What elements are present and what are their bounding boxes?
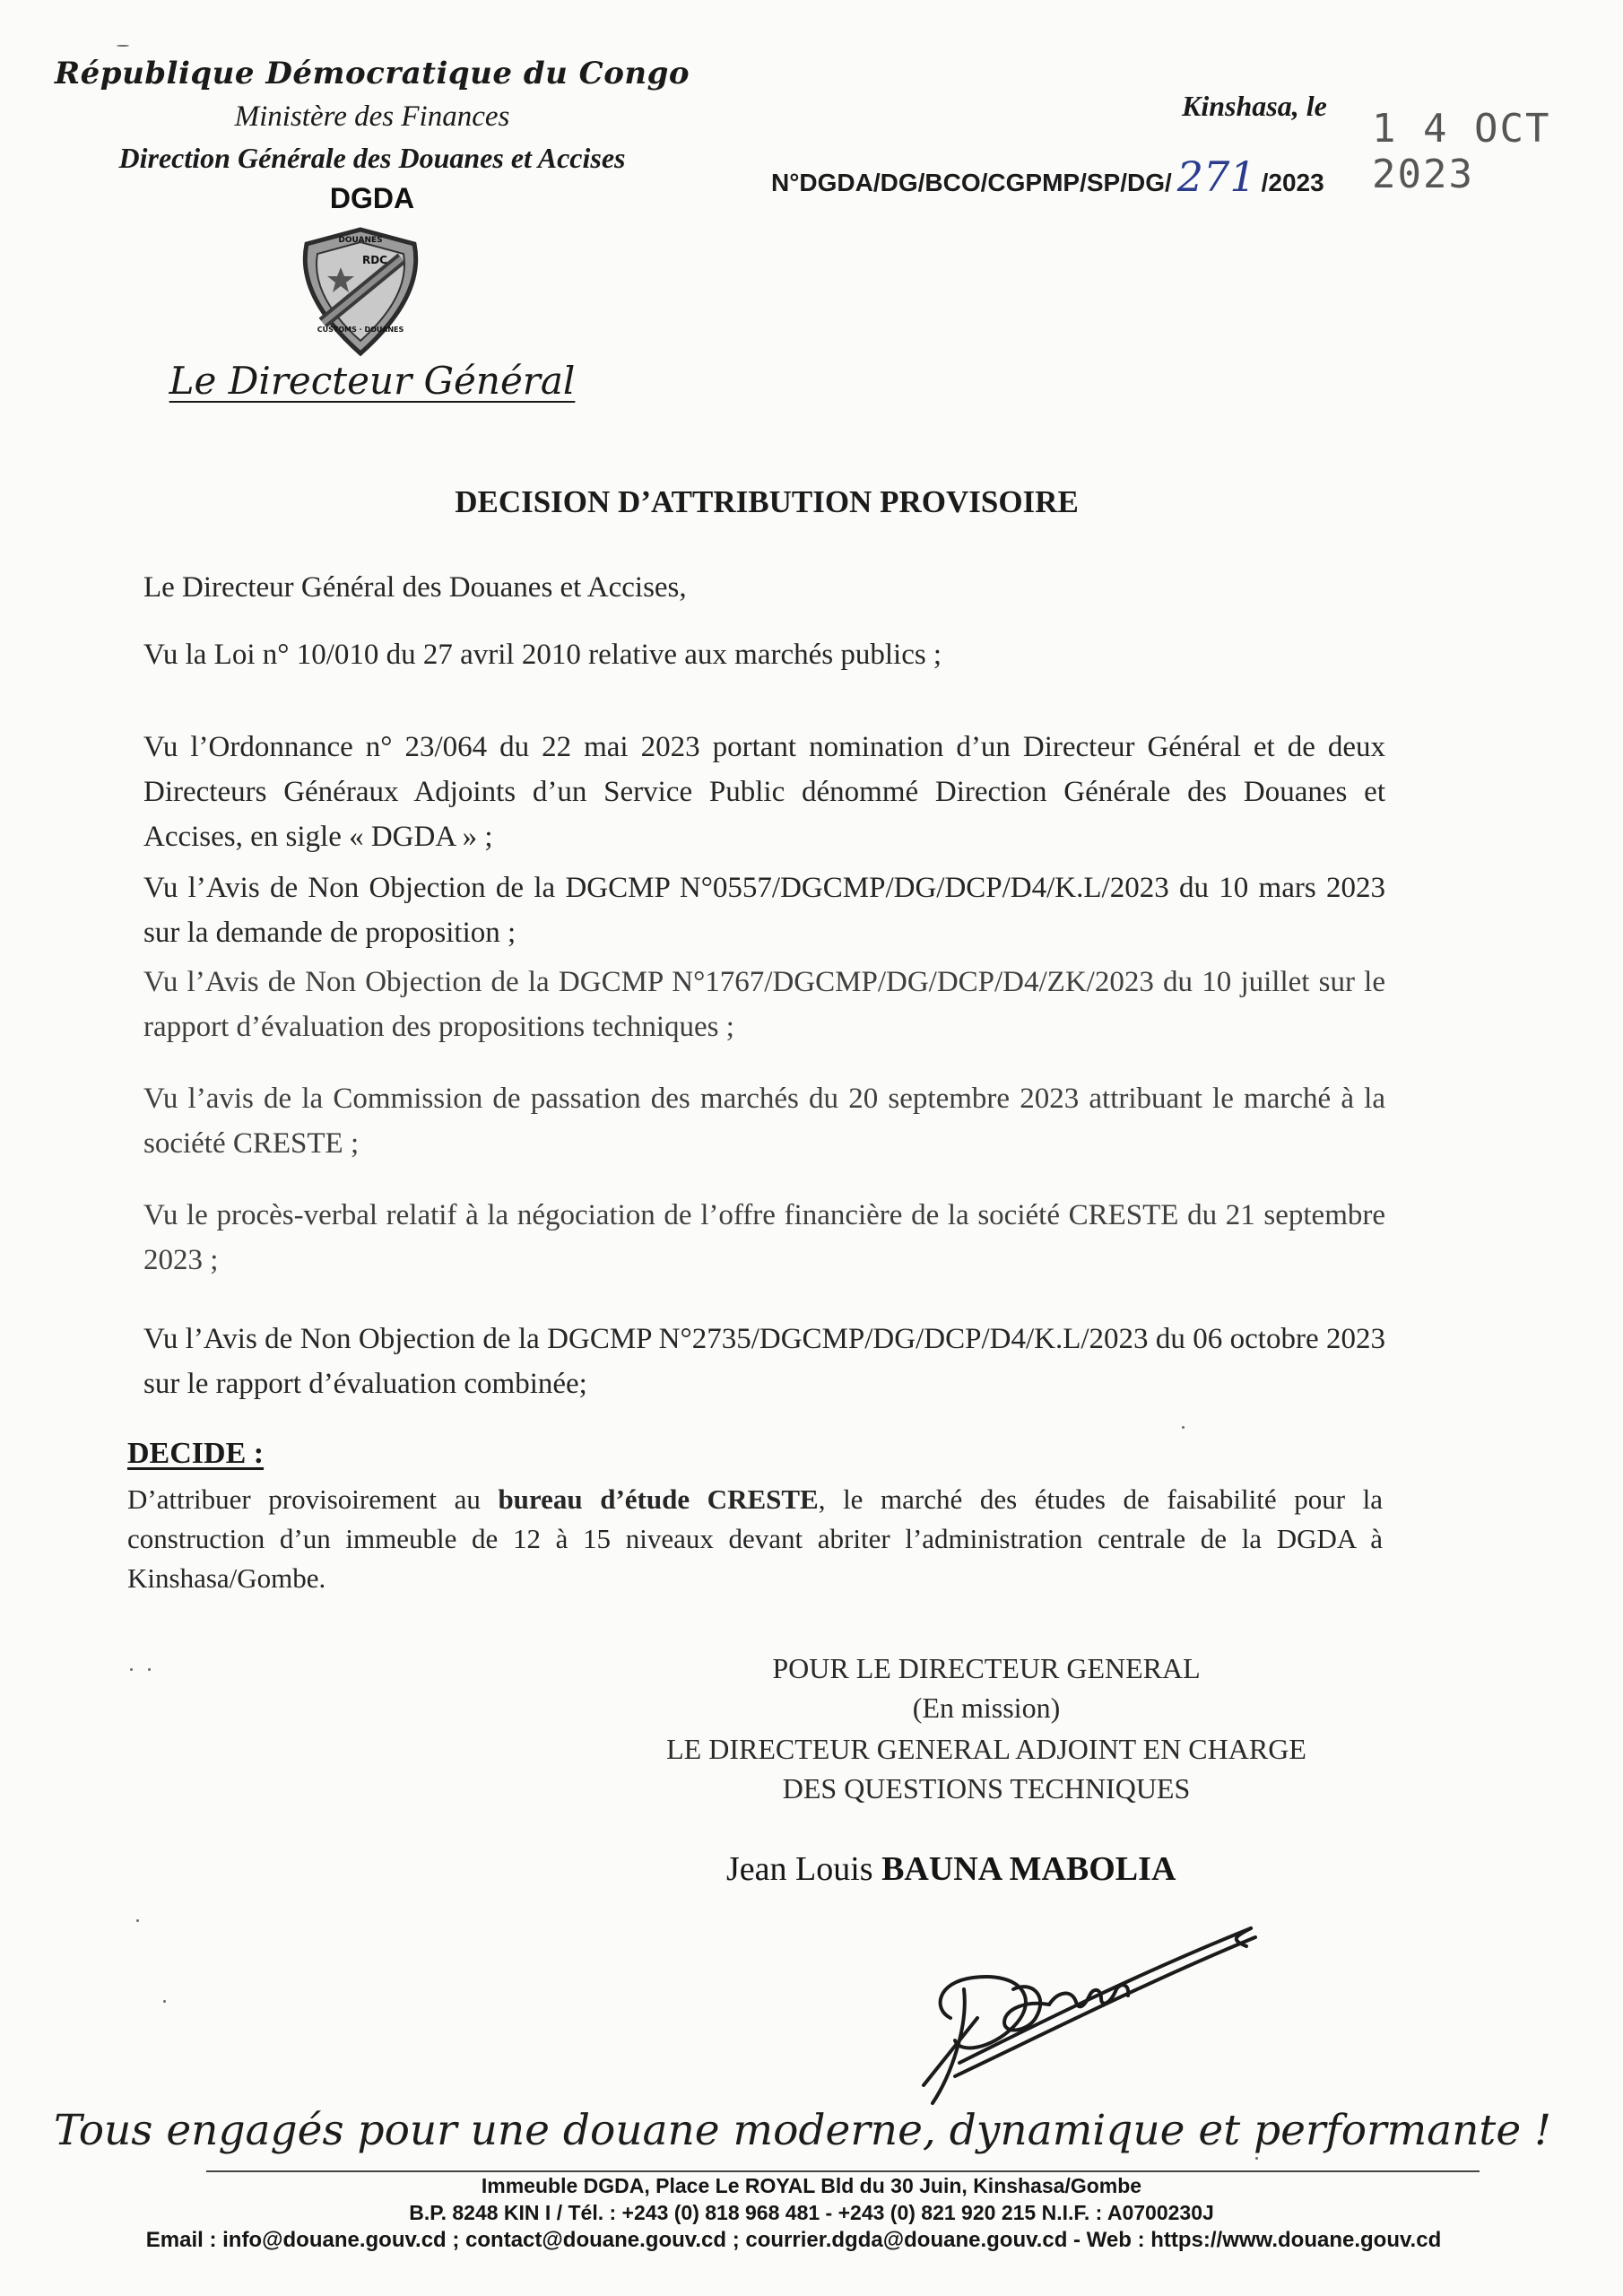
handwritten-signature-icon [870,1883,1264,2108]
footer-emails: Email : info@douane.gouv.cd ; contact@douane.gouv.cd ; courrier.dgda@douane.gouv.cd - Web : https://www.douane.gouv.cd [145,2228,1442,2252]
signature-line-1: POUR LE DIRECTEUR GENERAL [772,1652,1201,1684]
scan-speck [1182,1426,1185,1429]
scan-speck [148,1668,151,1671]
consideration-ordinance: Vu l’Ordonnance n° 23/064 du 22 mai 2023 portant nomination d’un Directeur Général et de deux Directeurs Généraux Adjoints d’un Service Public dénommé Direction Générale des Douanes et Accises, en sigle « DGDA » ; [143,731,1385,853]
direction-header: Direction Générale des Douanes et Accises [118,142,626,174]
dgda-acronym: DGDA [329,182,415,214]
emblem-center-text: RDC [361,254,388,266]
consideration-proces-verbal: Vu le procès-verbal relatif à la négociation de l’offre financière de la société CRESTE du 21 septembre 2023 ; [143,1199,1385,1276]
document-title: DECISION D’ATTRIBUTION PROVISOIRE [455,484,1079,519]
consideration-no-objection-2735: Vu l’Avis de Non Objection de la DGCMP N°2735/DGCMP/DG/DCP/D4/K.L/2023 du 06 octobre 2023 sur le rapport d’évaluation combinée; [143,1323,1385,1400]
consideration-no-objection-1767: Vu l’Avis de Non Objection de la DGCMP N°1767/DGCMP/DG/DCP/D4/ZK/2023 du 10 juillet sur le rapport d’évaluation des propositions techniques ; [143,966,1385,1043]
decision-beneficiary: bureau d’étude CRESTE [498,1483,819,1515]
reference-handwritten-number: 271 [1176,152,1256,201]
scan-speck [1255,2157,1258,2160]
consideration-commission: Vu l’avis de la Commission de passation des marchés du 20 septembre 2023 attribuant le marché à la société CRESTE ; [143,1083,1385,1160]
reference-number [771,152,1324,201]
place-label: Kinshasa, le [1182,90,1327,122]
decision-text-before: D’attribuer provisoirement au [127,1483,499,1515]
scan-speck [163,2000,166,2003]
reference-suffix: /2023 [1261,169,1324,196]
footer-slogan: Tous engagés pour une douane moderne, dynamique et performante ! [54,2106,1551,2155]
ministry-header: Ministère des Finances [234,100,510,133]
decision-text [127,1480,1383,1598]
signature-line-2: (En mission) [912,1692,1061,1724]
reference-prefix: N°DGDA/DG/BCO/CGPMP/SP/DG/ [771,169,1172,196]
decision-text-after: , le marché des études de faisabilité pour la construction d’un immeuble de 12 à 15 niveaux devant abriter l’administration centrale de la DGDA à Kinshasa/Gombe. [127,1483,1383,1594]
dgda-emblem-icon [289,224,432,359]
scan-speck [136,1919,139,1922]
signature-line-4: DES QUESTIONS TECHNIQUES [782,1772,1191,1805]
footer-divider [206,2170,1480,2172]
emblem-bottom-text: CUSTOMS · DOUANES [317,326,404,334]
opening-line: Le Directeur Général des Douanes et Accises, [143,571,687,604]
consideration-law: Vu la Loi n° 10/010 du 27 avril 2010 relative aux marchés publics ; [143,639,942,671]
footer-address: Immeuble DGDA, Place Le ROYAL Bld du 30 Juin, Kinshasa/Gombe [481,2174,1142,2197]
scan-speck [130,1668,133,1671]
signatory-title-header: Le Directeur Général [169,359,576,403]
signatory-last-name: BAUNA MABOLIA [881,1850,1176,1888]
signature-line-3: LE DIRECTEUR GENERAL ADJOINT EN CHARGE [666,1733,1306,1765]
date-stamp: 1 4 OCT 2023 [1372,106,1551,197]
scan-speck [117,45,129,47]
consideration-no-objection-0557: Vu l’Avis de Non Objection de la DGCMP N°0557/DGCMP/DG/DCP/D4/K.L/2023 du 10 mars 2023 sur la demande de proposition ; [143,872,1385,949]
republic-header: République Démocratique du Congo [54,56,690,91]
signatory-first-name: Jean Louis [726,1850,873,1888]
decide-label: DECIDE : [127,1437,265,1470]
footer-contact: B.P. 8248 KIN I / Tél. : +243 (0) 818 968 481 - +243 (0) 821 920 215 N.I.F. : A0700230J [409,2201,1214,2224]
emblem-top-text: DOUANES [338,236,383,245]
